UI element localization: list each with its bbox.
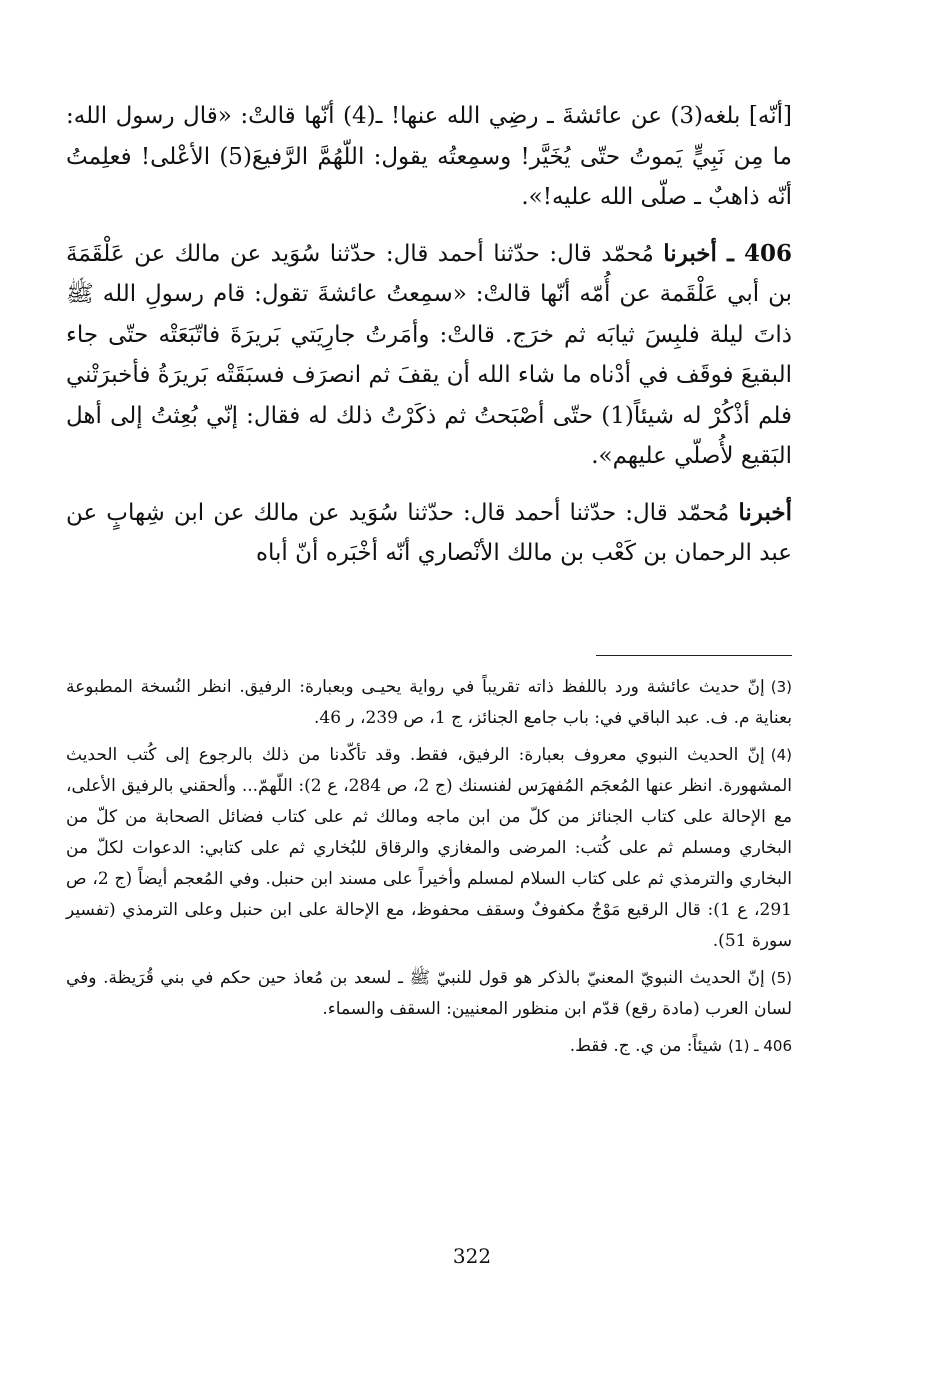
footnote-number: (4) <box>770 746 792 764</box>
footnote <box>66 1031 792 1062</box>
page-number: 322 <box>452 1244 492 1268</box>
main-text <box>66 96 792 574</box>
footnote-text: إنّ حديث عائشة ورد باللفظ ذاته تقريباً في رواية يحيـى وبعبارة: الرفيق. انظر النُسخة المطبوعة بعناية م. ف. عبد الباقي في: باب جامع الجنائز، ج 1، ص 239، ر 46. <box>66 677 792 728</box>
footnote <box>66 672 792 734</box>
paragraph-3-lead: أخبرنا <box>738 498 792 526</box>
footnote-number: (3) <box>770 678 792 696</box>
paragraph-406-body: مُحمّد قال: حدّثنا أحمد قال: حدّثنا سُوَيد عن مالك عن عَلْقَمَةَ بن أبي عَلْقَمة عن أُمّه أنّها قالتْ: «سمِعتُ عائشةَ تقول: قام رسولِ الله ﷺ ذاتَ ليلة فلبِسَ ثيابَه ثم خرَج. قالتْ: وأمَرتُ جارِيَتي بَريرَةَ فاتّبَعَتْه حتّى جاء البقيعَ فوقَف في أدْناه ما شاء الله أن يقفَ ثم انصرَف فسبَقَتْه بَريرَةُ فأخبرَتْني فلم أذْكُرْ له شيئاً(1) حتّى أصْبَحتُ ثم ذكَرْتُ ذلك له فقال: إنّي بُعِثتُ إلى أهل البَقيع لأُصلّي عليهم». <box>66 240 792 469</box>
footnote-text: إنّ الحديث النبويّ المعنيّ بالذكر هو قول للنبيّ ﷺ ـ لسعد بن مُعاذ حين حكم في بني قُرَيظة. وفي لسان العرب (مادة رقع) قدّم ابن منظور المعنيين: السقف والسماء. <box>66 968 792 1019</box>
footnote-text: إنّ الحديث النبوي معروف بعبارة: الرفيق، فقط. وقد تأكّدنا من ذلك بالرجوع إلى كُتب الحديث المشهورة. انظر عنها المُعجَم المُفهرَس لفنسنك (ج 2، ص 284، ع 2): اللّهمّ... وألحقني بالرفيق الأعلى، مع الإحالة على كتاب الجنائز من كلّ من ابن ماجه ومالك ثم على كتاب فضائل الصحابة من كلّ من البخاري ومسلم ثم على كُتب: المرضى والمغازي والرقاق للبُخاري ثم على كتابي: الدعوات لكلّ من البخاري والترمذي ثم على كتاب السلام لمسلم وأخيراً على مسند ابن حنبل. وفي المُعجم أيضاً (ج 2، ص 291، ع 1): قال الرقيع مَوْجٌ مكفوفٌ وسقف محفوظ، مع الإحالة على ابن حنبل وعلى الترمذي (تفسير سورة 51). <box>66 745 792 951</box>
footnote-number: (5) <box>770 969 792 987</box>
paragraph-406 <box>66 234 792 477</box>
paragraph-1: [أنّه] بلغه(3) عن عائشةَ ـ رضِي الله عنها! ـ(4) أنّها قالتْ: «قال رسول الله: ما مِن نَبِيٍّ يَموتُ حتّى يُخَيَّر! وسمِعتُه يقول: اللّهُمَّ الرَّفيعَ(5) الأعْلى! فعلِمتُ أنّه ذاهبٌ ـ صلّى الله عليه!». <box>66 103 793 210</box>
hadith-number-lead: 406 ـ أخبرنا <box>663 239 792 267</box>
paragraph-3 <box>66 493 792 574</box>
footnote <box>66 740 792 957</box>
footnote-divider <box>596 655 792 656</box>
footnote <box>66 963 792 1025</box>
paragraph-3-body: مُحمّد قال: حدّثنا أحمد قال: حدّثنا سُوَيد عن مالك عن ابن شِهابٍ عن عبد الرحمان بن كَعْب بن مالك الأنْصاري أنّه أخْبَره أنّ أباه <box>66 499 792 566</box>
footnote-text: شيئاً: من ي. ج. فقط. <box>569 1036 723 1056</box>
footnotes <box>66 672 792 1068</box>
footnote-number: 406 ـ (1) <box>728 1037 792 1055</box>
